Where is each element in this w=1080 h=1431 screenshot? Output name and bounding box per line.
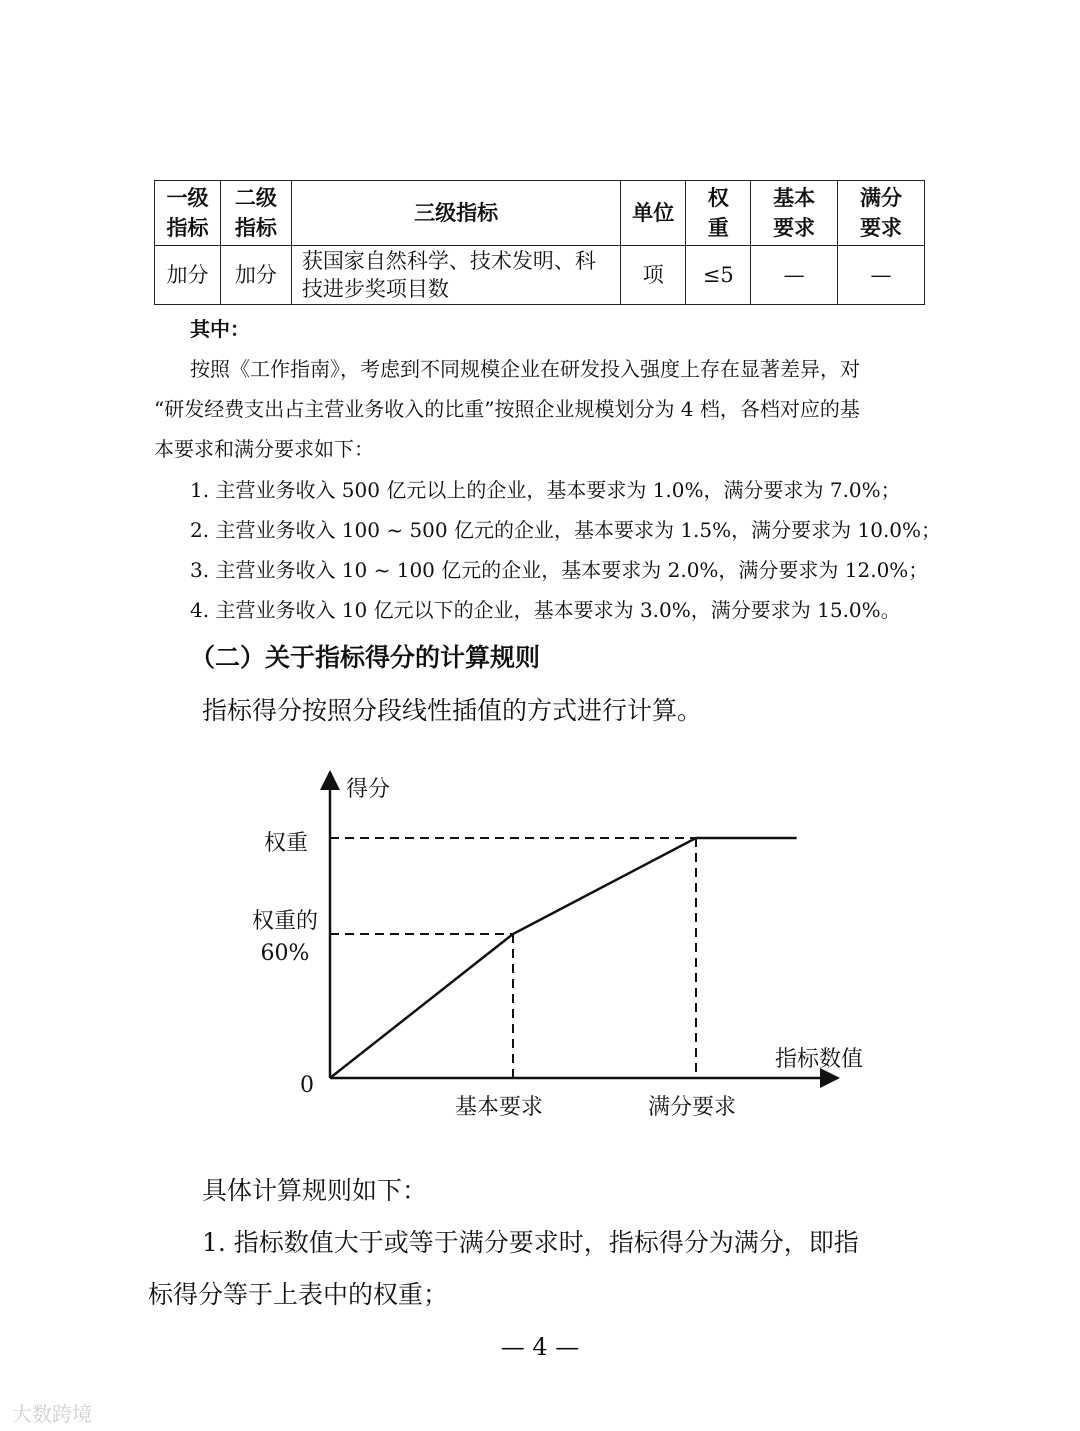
watermark: 大数跨境: [12, 1402, 92, 1426]
table-header-cell: 单位: [621, 181, 686, 246]
table-header-cell: 二级 指标: [220, 181, 291, 246]
section-title: （二）关于指标得分的计算规则: [190, 643, 541, 672]
rules-lead: 具体计算规则如下：: [202, 1176, 428, 1205]
rule-line: 1. 指标数值大于或等于满分要求时，指标得分为满分，即指: [202, 1228, 859, 1257]
table-header-cell: 满分 要求: [838, 181, 925, 246]
notes-paragraph-line: 按照《工作指南》，考虑到不同规模企业在研发投入强度上存在显著差异，对: [190, 357, 860, 381]
notes-list-item: 2. 主营业务收入 100 ~ 500 亿元的企业，基本要求为 1.5%，满分要求为 10.0%；: [190, 518, 942, 542]
page-number: — 4 —: [500, 1333, 580, 1361]
notes-heading: 其中：: [190, 317, 250, 341]
table-header-cell: 三级指标: [291, 181, 621, 246]
rule-line: 标得分等于上表中的权重；: [148, 1280, 449, 1309]
table-header-cell: 权 重: [686, 181, 751, 246]
table-cell: 项: [621, 246, 686, 305]
y-tick-label: 权重的 60%: [252, 909, 319, 966]
table-header-cell: 一级 指标: [155, 181, 221, 246]
notes-list-item: 4. 主营业务收入 10 亿元以下的企业，基本要求为 3.0%，满分要求为 15.0%。: [190, 598, 901, 622]
origin-label: 0: [300, 1073, 314, 1098]
notes-list-item: 1. 主营业务收入 500 亿元以上的企业，基本要求为 1.0%，满分要求为 7.0%；: [190, 478, 901, 502]
table-cell: 加分: [220, 246, 291, 305]
table-cell: —: [838, 246, 925, 305]
table-header-cell: 基本 要求: [751, 181, 838, 246]
notes-list-item: 3. 主营业务收入 10 ~ 100 亿元的企业，基本要求为 2.0%，满分要求为 12.0%；: [190, 558, 929, 582]
x-axis-label: 指标数值: [775, 1047, 864, 1072]
table-cell: 获国家自然科学、技术发明、科 技进步奖项目数: [291, 246, 621, 305]
x-tick-label: 基本要求: [455, 1095, 544, 1120]
table-cell: —: [751, 246, 838, 305]
notes-paragraph-line: “研发经费支出占主营业务收入的比重”按照企业规模划分为 4 档，各档对应的基: [154, 397, 860, 421]
table-cell: 加分: [155, 246, 221, 305]
y-tick-label: 权重: [264, 831, 309, 856]
notes-paragraph-line: 本要求和满分要求如下：: [154, 437, 374, 461]
score-line: [330, 838, 797, 1078]
x-tick-label: 满分要求: [648, 1095, 737, 1120]
table-cell: ≤5: [686, 246, 751, 305]
section-intro: 指标得分按照分段线性插值的方式进行计算。: [202, 696, 703, 725]
y-axis-label: 得分: [346, 777, 391, 802]
